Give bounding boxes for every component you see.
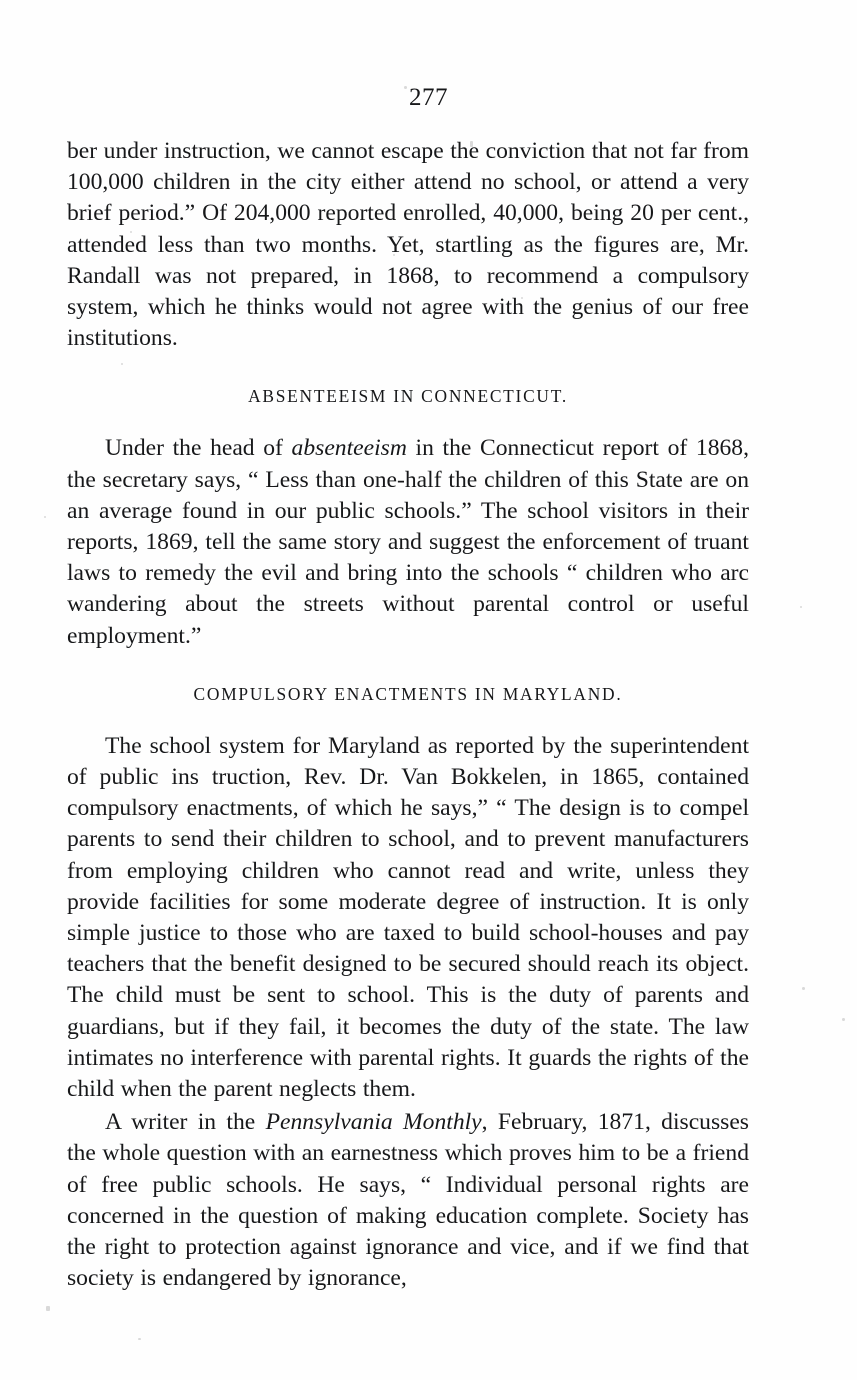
paragraph-rest-text: in the Connecticut report of 1868, the secretary says, “ Less than one-half the children of this State are on an average found in our public schools.” The school visitors in their reports, 1869, tell the same story and suggest the enforcement of truant laws to remedy the evil and bring into the schools “ children who arc wandering about the streets without parental control or useful employment.” [67,435,749,649]
italic-term-absenteeism: absenteeism [291,435,407,462]
paragraph-rest-text: , February, 1871, discusses the whole question with an earnestness which proves him to be a friend of free public schools. He says, “ Individual personal rights are concerned in the question of making education complete. Society has the right to protection against ignorance and vice, and if we find that society is endangered by ignorance, [67,1109,749,1292]
spacer [67,705,749,731]
spacer [67,407,749,433]
paragraph-lead-text: Under the head of [105,435,292,462]
paragraph-pennsylvania-monthly [67,1107,749,1294]
section-heading-absenteeism-connecticut: ABSENTEEISM IN CONNECTICUT. [248,386,568,407]
spacer [67,652,749,684]
spacer [67,354,749,386]
paragraph-continued: ber under instruction, we cannot escape the conviction that not far from 100,000 children in the city either attend no school, or attend a very brief period.” Of 204,000 reported enrolled, 40,000, being 20 per cent., attended less than two months. Yet, startling as the figures are, Mr. Randall was not prepared, in 1868, to recommend a compulsory system, which he thinks would not agree with the genius of our free institutions. [67,138,749,352]
paragraph-absenteeism-connecticut [67,433,749,651]
italic-title-pennsylvania-monthly: Pennsylvania Monthly [265,1109,482,1136]
scan-speck [44,516,46,518]
paragraph-lead-text: A writer in the [105,1109,266,1136]
scan-speck [46,1306,50,1311]
page-number: 277 [409,84,448,111]
scan-speck [800,606,802,608]
scan-speck [842,1018,845,1021]
paragraph-maryland-school-system: The school system for Maryland as reported by the superintendent of public ins truction, Rev. Dr. Van Bokkelen, in 1865, contained compulsory enactments, of which he says,” “ The design is to compel parents to send their children to school, and to prevent manufacturers from employing children who cannot read and write, unless they provide facilities for some moderate degree of instruction. It is only simple justice to those who are taxed to build school-houses and pay teachers that the benefit designed to be secured should reach its object. The child must be sent to school. This is the duty of parents and guardians, but if they fail, it becomes the duty of the state. The law intimates no interference with parental rights. It guards the rights of the child when the parent neglects them. [67,732,749,1103]
scan-speck [802,987,805,990]
scan-speck [138,1338,141,1340]
section-heading-compulsory-enactments-maryland: COMPULSORY ENACTMENTS IN MARYLAND. [193,683,623,704]
text-block [67,136,749,1295]
